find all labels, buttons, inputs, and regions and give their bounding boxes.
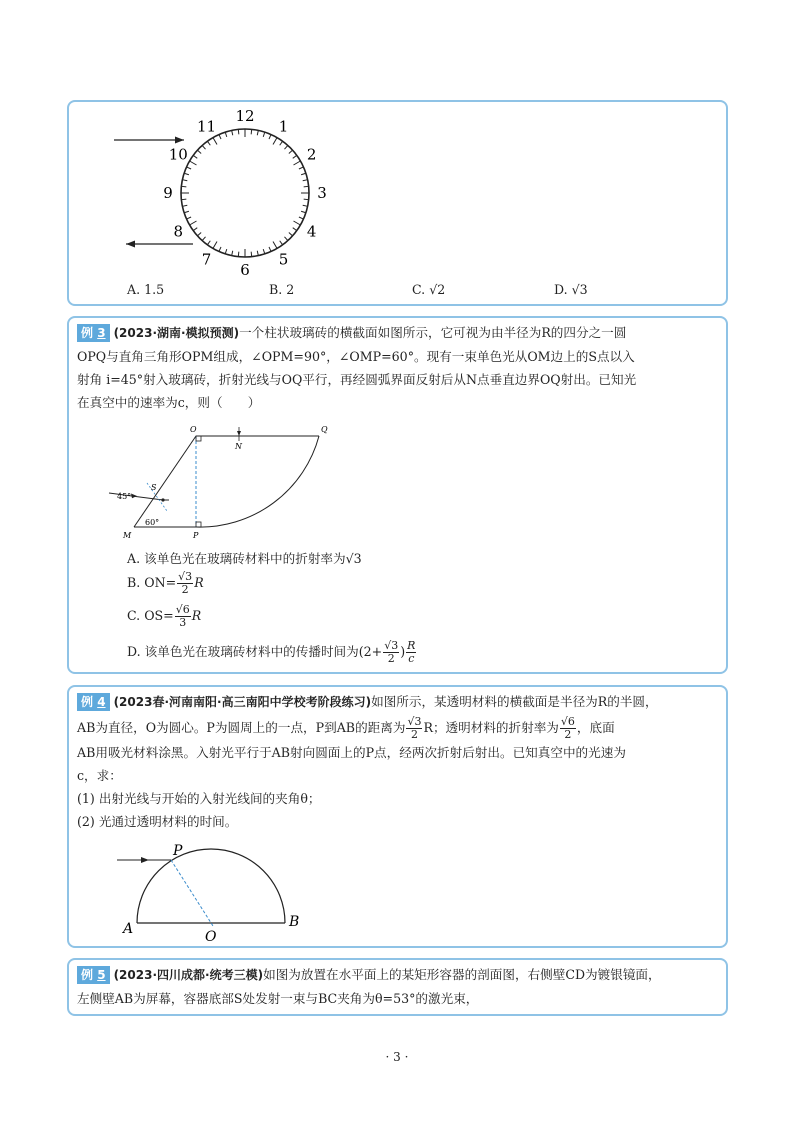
label-a: A <box>123 921 134 937</box>
clock-label: 4 <box>306 222 317 241</box>
clock-label: 8 <box>173 222 184 241</box>
label-b: B <box>289 914 300 930</box>
option-d[interactable]: D. 该单色光在玻璃砖材料中的传播时间为(2+ $\frac{√3}{2}$ ) $\frac{R}{c}$ <box>127 639 416 665</box>
clock-tick <box>293 161 300 165</box>
clock-label: 6 <box>240 261 250 279</box>
option-b[interactable]: B. 2 <box>269 282 295 297</box>
sub-question-1: (1) 出射光线与开始的入射光线间的夹角θ； <box>77 791 321 806</box>
question-source: (2023·湖南·模拟预测) <box>113 326 240 340</box>
label-45-degrees: 45° <box>117 492 132 501</box>
label-q: Q <box>321 425 328 434</box>
label-s: S <box>151 483 157 492</box>
clock-tick <box>190 161 197 165</box>
clock-label: 3 <box>317 184 327 202</box>
sub-question-2: (2) 光通过透明材料的时间。 <box>77 814 238 829</box>
semicircle-diagram <box>109 835 369 945</box>
clock-diagram <box>99 106 359 286</box>
option-d[interactable]: D. √3 <box>554 282 588 297</box>
question-card-example-5 <box>67 958 728 1016</box>
example-tag: 例 4 <box>77 693 110 711</box>
clock-tick <box>190 221 197 225</box>
question-card-example-4 <box>67 685 728 948</box>
question-text: 例 3 (2023·湖南·模拟预测)一个柱状玻璃砖的横截面如图所示，它可视为由半径为R的四分之一圆 OPQ与直角三角形OPM组成，∠OPM=90°，∠OMP=60°。现有一束单色光从OM边上的S点以入 射角 i=45°射入玻璃砖，折射光线与OQ平行，再经圆弧界面反射后从N点垂直边界OQ射出。已知光 在真空中的速率为c，则（ ） <box>77 325 637 410</box>
label-o: O <box>190 425 197 434</box>
option-a[interactable]: A. 1.5 <box>127 282 165 297</box>
label-60-degrees: 60° <box>145 518 160 527</box>
example-tag: 例 5 <box>77 966 110 984</box>
clock-label: 7 <box>201 250 212 269</box>
clock-label: 9 <box>163 184 173 202</box>
clock-tick <box>293 221 300 225</box>
option-c[interactable]: C. OS= $\frac{√6}{3}$ R <box>127 603 202 629</box>
label-n: N <box>235 442 242 451</box>
question-text: 例 5 (2023·四川成都·统考三模)如图为放置在水平面上的某矩形容器的剖面图，右侧壁CD为镀银镜面， 左侧壁AB为屏幕，容器底部S处发射一束与BC夹角为θ=53°的激光束， <box>77 967 661 1006</box>
clock-tick <box>213 138 217 145</box>
option-c[interactable]: C. √2 <box>412 282 446 297</box>
glass-brick-diagram <box>107 419 357 554</box>
clock-tick <box>273 138 277 145</box>
question-text: 例 4 (2023春·河南南阳·高三南阳中学校考阶段练习)如图所示，某透明材料的横截面是半径为R的半圆， AB为直径，O为圆心。P为圆周上的一点，P到AB的距离为 $\frac{√3}{2}$ R；透明材料的折射率为 $\frac{√6}{2}$ ，底面 AB用吸光材料涂黑。入射光平行于AB射向圆面上的P点，经两次折射后射出。已知真空中的光速为 c，求： (1) 出射光线与开始的入射光线间的夹角θ； (2) 光通过透明材料的时间。 <box>77 690 718 833</box>
question-source: (2023·四川成都·统考三模) <box>113 968 264 982</box>
question-card-clock <box>67 100 728 306</box>
question-source: (2023春·河南南阳·高三南阳中学校考阶段练习) <box>113 695 372 709</box>
clock-label: 12 <box>235 107 255 125</box>
label-p: P <box>173 843 183 859</box>
option-a[interactable]: A. 该单色光在玻璃砖材料中的折射率为√3 <box>127 551 362 566</box>
page-number: · 3 · <box>385 1050 409 1064</box>
label-m: M <box>123 531 132 540</box>
question-card-example-3 <box>67 316 728 674</box>
clock-label: 1 <box>278 117 289 136</box>
clock-label: 10 <box>168 145 188 164</box>
label-o: O <box>205 929 217 945</box>
clock-tick <box>273 241 277 248</box>
clock-label: 11 <box>196 117 217 136</box>
example-tag: 例 3 <box>77 324 110 342</box>
label-p: P <box>193 531 199 540</box>
option-b[interactable]: B. ON= $\frac{√3}{2}$ R <box>127 570 204 596</box>
clock-label: 5 <box>278 250 289 269</box>
clock-label: 2 <box>306 145 317 164</box>
clock-tick <box>213 241 217 248</box>
